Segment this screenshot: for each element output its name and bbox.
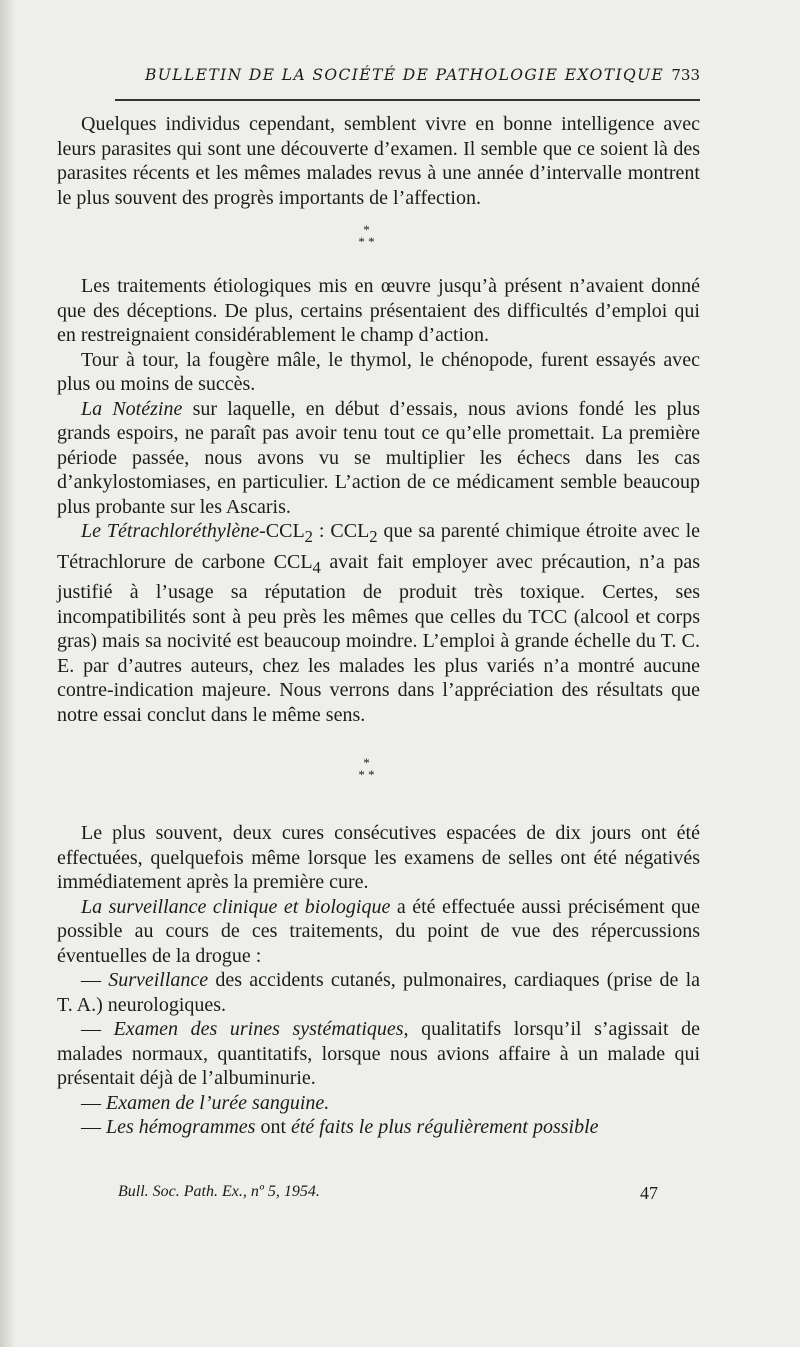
paragraph-5 (57, 519, 700, 727)
list-term: Surveillance (108, 969, 209, 991)
paragraph-2: Les traitements étiologiques mis en œuvre jusqu’à présent n’avaient donné que des déceptions. De plus, certains présentaient des difficultés d’emploi qui en restreignaient considérablement le champ d’action. (57, 275, 700, 346)
list-text: des accidents cutanés, pulmonaires, cardiaques (prise de la T. A.) neurologiques. (57, 969, 700, 1016)
page-edge-shadow (0, 0, 16, 1347)
formula-text: : CCL (313, 520, 370, 542)
list-item-1 (57, 968, 700, 1017)
page-footer (118, 1183, 658, 1201)
list-text: ont (255, 1116, 291, 1138)
paragraph-5-text: que sa parenté chimique étroite avec le Tétrachlorure de carbone CCL (57, 520, 701, 573)
list-dash: — (81, 1116, 106, 1138)
section-asterism-1 (57, 224, 700, 248)
list-dash: — (81, 1091, 106, 1114)
list-term: Examen des urines systématiques (113, 1018, 404, 1040)
signature-mark: 47 (640, 1183, 658, 1203)
formula-sub: 4 (312, 557, 321, 577)
tce-term: Le Tétrachloréthylène (81, 520, 260, 542)
formula-sub: 2 (304, 527, 313, 546)
asterism-top: * (363, 755, 370, 770)
paragraph-6: Le plus souvent, deux cures consécutives espacées de dix jours ont été effectuées, quelquefois même lorsque les examens de selles ont été négativés immédiatement après la première cure. (57, 822, 700, 893)
section-asterism-2 (57, 757, 700, 781)
running-title: BULLETIN DE LA SOCIÉTÉ DE PATHOLOGIE EXOTIQUE (145, 66, 665, 84)
paragraph-3: Tour à tour, la fougère mâle, le thymol, le chénopode, furent essayés avec plus ou moins de succès. (57, 348, 700, 395)
surveillance-term: La surveillance clinique et biologique (81, 895, 391, 918)
paragraph-7 (57, 895, 700, 969)
asterism-bottom: * * (358, 234, 375, 249)
list-text: , qualitatifs lorsqu’il s’agissait de malades normaux, quantitatifs, lorsque nous avions affaire à un malade qui présentait déjà de l’albuminurie. (57, 1018, 700, 1089)
list-dash: — (81, 969, 109, 991)
list-item-4 (57, 1115, 700, 1140)
notezine-term: La Notézine (81, 397, 183, 420)
list-term: été faits le plus régulièrement possible (291, 1116, 599, 1138)
list-item-2 (57, 1017, 700, 1091)
page-number: 733 (671, 66, 700, 84)
list-term: Examen de l’urée sanguine. (106, 1091, 330, 1114)
list-term: Les hémogrammes (106, 1116, 256, 1138)
header-rule (115, 99, 700, 101)
list-dash: — (81, 1018, 114, 1040)
paragraph-1: Quelques individus cependant, semblent vivre en bonne intelligence avec leurs parasites qui sont une découverte d’examen. Il semble que ce soient là des parasites récents et les mêmes malades revus à une année d’intervalle montrent le plus souvent des progrès importants de l’affection. (57, 113, 700, 209)
paragraph-4 (57, 397, 700, 520)
footer-citation: Bull. Soc. Path. Ex., nº 5, 1954. (118, 1183, 320, 1200)
asterism-top: * (363, 222, 370, 237)
article-body (57, 112, 700, 1140)
formula-ccl: -CCL (259, 520, 305, 542)
list-item-3 (57, 1091, 700, 1116)
page-header (115, 66, 700, 90)
asterism-bottom: * * (358, 767, 375, 782)
paragraph-7-text: a été effectuée aussi précisément que possible au cours de ces traitements, du point de vue des répercussions éventuelles de la drogue : (57, 895, 700, 967)
paragraph-5-rest: avait fait employer avec précaution, n’a pas justifié à l’usage sa réputation de produit très toxique. Certes, ses incompatibilités sont à peu près les mêmes que celles du TCC (alcool et corps gras) mais sa nocivité est beaucoup moindre. L’emploi à grande échelle du T. C. E. par d’autres auteurs, chez les malades les plus variés n’a montré aucune contre-indication majeure. Nous verrons dans l’appréciation des résultats que notre essai conclut dans le même sens. (57, 550, 701, 726)
paragraph-4-text: sur laquelle, en début d’essais, nous avions fondé les plus grands espoirs, ne paraît pas avoir tenu tout ce qu’elle promettait. La première période passée, nous avons vu se multiplier les échecs dans les cas d’ankylostomiases, en particulier. L’action de ce médicament semble beaucoup plus probante sur les Ascaris. (57, 397, 700, 518)
formula-sub: 2 (369, 527, 378, 546)
